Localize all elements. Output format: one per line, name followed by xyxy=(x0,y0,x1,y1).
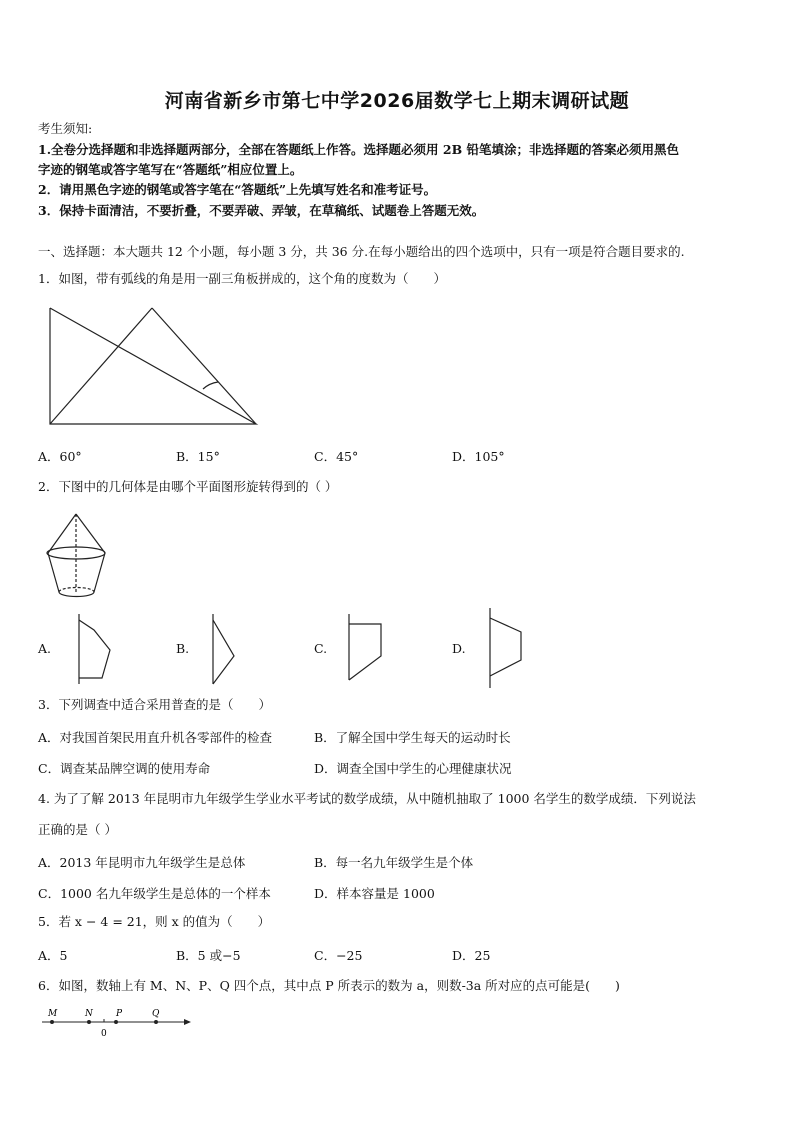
notice-item-1: 1.全卷分选择题和非选择题两部分，全部在答题纸上作答。选择题必须用 2B 铅笔填涂；非选择题的答案必须用黑色 xyxy=(38,142,680,157)
q4-option-a[interactable]: A．2013 年昆明市九年级学生是总体 xyxy=(38,855,246,870)
q3-option-d[interactable]: D．调查全国中学生的心理健康状况 xyxy=(314,761,512,776)
q4-option-d[interactable]: D．样本容量是 1000 xyxy=(314,886,435,901)
point-q-dot xyxy=(154,1020,158,1024)
q1-option-b[interactable]: B．15° xyxy=(176,449,220,464)
q5-option-d[interactable]: D．25 xyxy=(452,948,491,963)
point-q-label: Q xyxy=(152,1009,160,1019)
q5-option-c[interactable]: C．−25 xyxy=(314,948,363,963)
origin-label: 0 xyxy=(101,1029,107,1039)
notice-item-2: 2．请用黑色字迹的钢笔或答字笔在“答题纸”上先填写姓名和准考证号。 xyxy=(38,182,437,197)
q2-option-a[interactable]: A. xyxy=(38,641,52,656)
point-n-label: N xyxy=(85,1009,93,1019)
point-n-dot xyxy=(87,1020,91,1024)
q1-stem: 1．如图，带有弧线的角是用一副三角板拼成的，这个角的度数为（ ） xyxy=(38,271,446,286)
q5-option-b[interactable]: B．5 或−5 xyxy=(176,948,241,963)
q1-option-a[interactable]: A．60° xyxy=(38,449,82,464)
q4-stem-cont: 正确的是（ ） xyxy=(38,822,117,837)
point-m-dot xyxy=(50,1020,54,1024)
q1-option-c[interactable]: C．45° xyxy=(314,449,359,464)
q4-option-b[interactable]: B．每一名九年级学生是个体 xyxy=(314,855,474,870)
notice-item-3: 3．保持卡面清洁，不要折叠，不要弄破、弄皱，在草稿纸、试题卷上答题无效。 xyxy=(38,203,485,218)
point-p-dot xyxy=(114,1020,118,1024)
q3-option-c[interactable]: C．调查某品牌空调的使用寿命 xyxy=(38,761,211,776)
q2-option-d[interactable]: D. xyxy=(452,641,466,656)
q3-stem: 3．下列调查中适合采用普查的是（ ） xyxy=(38,697,271,712)
page-title: 河南省新乡市第七中学2026届数学七上期末调研试题 xyxy=(164,90,630,112)
q2-option-b[interactable]: B. xyxy=(176,641,190,656)
point-p-label: P xyxy=(116,1009,123,1019)
section-heading: 一、选择题：本大题共 12 个小题，每小题 3 分，共 36 分.在每小题给出的四个选项中，只有一项是符合题目要求的. xyxy=(38,244,685,259)
q2-option-c[interactable]: C. xyxy=(314,641,328,656)
q4-stem: 4. 为了了解 2013 年昆明市九年级学生学业水平考试的数学成绩，从中随机抽取了 1000 名学生的数学成绩．下列说法 xyxy=(38,791,696,806)
point-m-label: M xyxy=(48,1009,58,1019)
notice-heading: 考生须知: xyxy=(38,121,93,136)
notice-item-1-cont: 字迹的钢笔或答字笔写在“答题纸”相应位置上。 xyxy=(38,162,303,177)
q5-stem: 5．若 x − 4 = 21，则 x 的值为（ ） xyxy=(38,914,271,929)
q3-option-b[interactable]: B．了解全国中学生每天的运动时长 xyxy=(314,730,511,745)
q4-option-c[interactable]: C．1000 名九年级学生是总体的一个样本 xyxy=(38,886,271,901)
q2-stem: 2．下图中的几何体是由哪个平面图形旋转得到的（ ） xyxy=(38,479,338,494)
q5-option-a[interactable]: A．5 xyxy=(38,948,68,963)
q6-stem: 6．如图，数轴上有 M、N、P、Q 四个点，其中点 P 所表示的数为 a，则数-3a 所对应的点可能是( ) xyxy=(38,978,620,993)
q3-option-a[interactable]: A．对我国首架民用直升机各零部件的检查 xyxy=(38,730,273,745)
q1-option-d[interactable]: D．105° xyxy=(452,449,505,464)
